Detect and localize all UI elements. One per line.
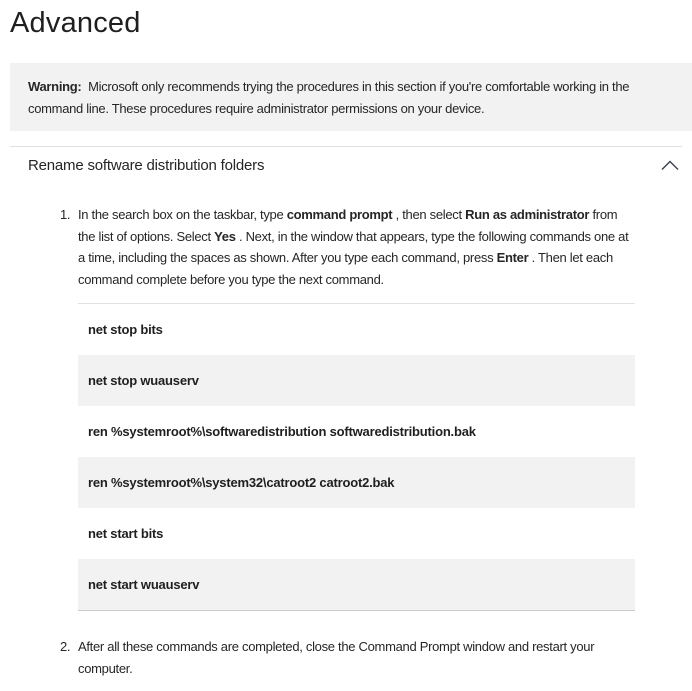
page-title: Advanced [10, 7, 141, 39]
step-text-segment-bold: Yes [214, 228, 236, 244]
command-row: ren %systemroot%\softwaredistribution softwaredistribution.bak [78, 406, 635, 457]
accordion-title: Rename software distribution folders [28, 156, 265, 174]
command-table [78, 303, 635, 611]
support-article-page [0, 6, 692, 691]
command-row: net start wuauserv [78, 559, 635, 610]
command-row: net start bits [78, 508, 635, 559]
step-text-segment-bold: Run as administrator [465, 207, 590, 222]
step-text-segment: After all these commands are completed, close the Command Prompt window and restart your computer. [78, 639, 595, 676]
step-text [78, 204, 635, 290]
command-row: ren %systemroot%\system32\catroot2 catroot2.bak [78, 457, 635, 508]
step-number: 2. [60, 639, 71, 654]
chevron-up-icon[interactable] [661, 160, 679, 171]
section-divider [10, 146, 682, 147]
step-text-segment: . Then let each command complete before you type the next command. [78, 250, 613, 287]
step-text-segment-bold: Enter [496, 250, 529, 265]
step-text-segment-bold: command prompt [286, 207, 393, 222]
step-text-segment: . Next, in the window that appears, type the following commands one at a time, including the spaces as shown. After you type each command, press [78, 228, 629, 265]
accordion-header-rename-software-distribution-folders[interactable] [0, 152, 692, 178]
step-text [78, 636, 635, 679]
step-text-segment: from the list of options. Select [78, 207, 618, 244]
command-row: net stop bits [78, 304, 635, 355]
step-number: 1. [60, 207, 71, 222]
list-item-step-1 [60, 204, 638, 290]
warning-label: Warning: [28, 79, 82, 94]
warning-text: Microsoft only recommends trying the procedures in this section if you're comfortable working in the command line. These procedures require administrator permissions on your device. [28, 79, 630, 116]
step-text-segment: , then select [392, 207, 466, 222]
list-item-step-2 [60, 636, 638, 679]
command-row: net stop wuauserv [78, 355, 635, 406]
warning-box [10, 63, 692, 131]
step-text-segment: In the search box on the taskbar, type [78, 207, 287, 222]
